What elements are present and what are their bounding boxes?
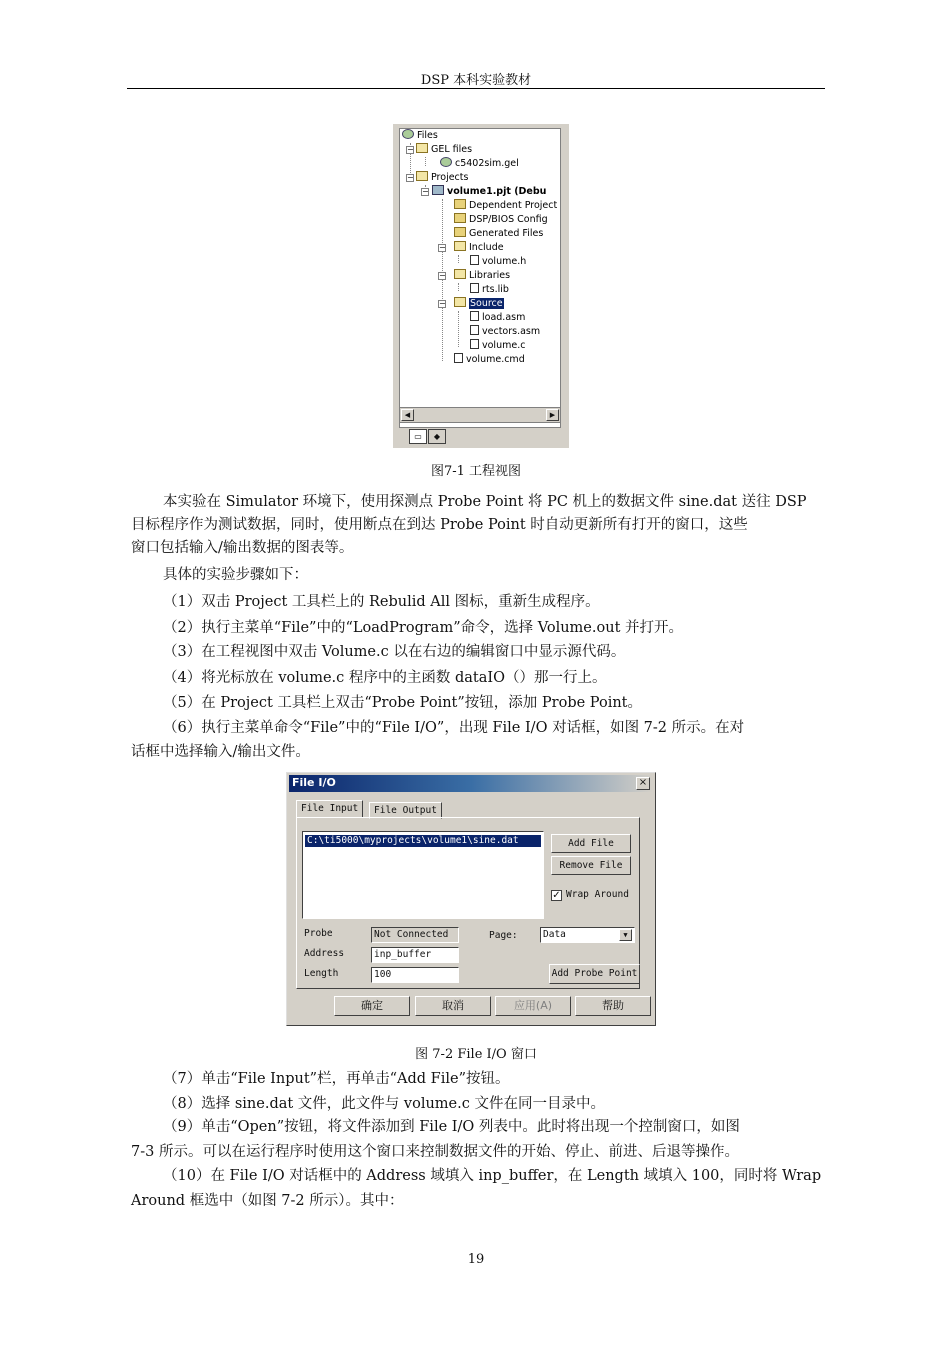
files-icon bbox=[402, 129, 414, 139]
page-select-value: Data bbox=[543, 929, 566, 940]
probe-status-field: Not Connected bbox=[371, 927, 459, 943]
collapse-icon[interactable]: − bbox=[422, 187, 429, 196]
chevron-down-icon[interactable]: ▼ bbox=[619, 929, 632, 941]
tree-node-rts-lib[interactable]: rts.lib bbox=[470, 283, 509, 297]
paragraph: （3）在工程视图中双击 Volume.c 以在右边的编辑窗口中显示源代码。 bbox=[163, 644, 626, 660]
running-header: DSP 本科实验教材 bbox=[420, 73, 532, 88]
dialog-title-bar bbox=[289, 775, 653, 792]
length-field[interactable]: 100 bbox=[371, 967, 459, 983]
source-file-icon bbox=[470, 325, 479, 335]
paragraph: 话框中选择输入/输出文件。 bbox=[131, 744, 310, 760]
folder-open-icon bbox=[454, 241, 466, 251]
project-tree bbox=[399, 128, 561, 428]
tree-node-include[interactable]: Include bbox=[454, 241, 504, 255]
source-file-icon bbox=[454, 353, 463, 363]
file-list[interactable] bbox=[302, 831, 544, 919]
collapse-icon[interactable]: − bbox=[407, 145, 414, 154]
source-file-icon bbox=[470, 339, 479, 349]
page-label: Page: bbox=[489, 930, 518, 941]
paragraph: （7）单击“File Input”栏，再单击“Add File”按钮。 bbox=[163, 1071, 510, 1087]
project-view-figure bbox=[393, 124, 569, 448]
tree-line bbox=[458, 255, 459, 263]
tree-node-vectors-asm[interactable]: vectors.asm bbox=[470, 325, 540, 339]
gel-file-icon bbox=[440, 157, 452, 167]
lib-file-icon bbox=[470, 283, 479, 293]
source-file-icon bbox=[470, 311, 479, 321]
figure1-caption: 图7-1 工程视图 bbox=[430, 464, 522, 479]
file-list-item[interactable]: C:\ti5000\myprojects\volume1\sine.dat bbox=[305, 835, 541, 847]
probe-label: Probe bbox=[304, 928, 333, 939]
tree-node-bios[interactable]: DSP/BIOS Config bbox=[454, 213, 548, 227]
bookmark-tab-icon[interactable]: ◆ bbox=[428, 429, 446, 444]
address-label: Address bbox=[304, 948, 345, 959]
header-file-icon bbox=[470, 255, 479, 265]
page-select[interactable] bbox=[540, 927, 635, 943]
paragraph: 窗口包括输入/输出数据的图表等。 bbox=[131, 540, 354, 556]
tree-node-gel-files[interactable]: GEL files bbox=[416, 143, 472, 157]
tab-file-input[interactable]: File Input bbox=[296, 800, 363, 818]
paragraph: （9）单击“Open”按钮，将文件添加到 File I/O 列表中。此时将出现一个控制窗口，如图 bbox=[163, 1119, 740, 1135]
cancel-button[interactable]: 取消 bbox=[415, 996, 491, 1016]
paragraph: （6）执行主菜单命令“File”中的“File I/O”，出现 File I/O 对话框，如图 7-2 所示。在对 bbox=[163, 720, 745, 736]
folder-icon bbox=[454, 213, 466, 223]
collapse-icon[interactable]: − bbox=[439, 243, 446, 252]
paragraph: （1）双击 Project 工具栏上的 Rebulid All 图标，重新生成程序。 bbox=[163, 594, 600, 610]
tree-node-gel-file[interactable]: c5402sim.gel bbox=[440, 157, 519, 171]
paragraph: 目标程序作为测试数据，同时，使用断点在到达 Probe Point 时自动更新所有打开的窗口，这些 bbox=[131, 517, 748, 533]
tree-node-libraries[interactable]: Libraries bbox=[454, 269, 510, 283]
tree-node-dependent[interactable]: Dependent Project bbox=[454, 199, 557, 213]
paragraph: 7-3 所示。可以在运行程序时使用这个窗口来控制数据文件的开始、停止、前进、后退等操作。 bbox=[131, 1144, 739, 1160]
paragraph: （4）将光标放在 volume.c 程序中的主函数 dataIO（）那一行上。 bbox=[163, 670, 607, 686]
close-icon[interactable]: × bbox=[636, 777, 650, 790]
paragraph: 本实验在 Simulator 环境下，使用探测点 Probe Point 将 PC 机上的数据文件 sine.dat 送往 DSP bbox=[163, 494, 807, 510]
help-button[interactable]: 帮助 bbox=[575, 996, 651, 1016]
folder-icon bbox=[416, 143, 428, 153]
tree-node-files[interactable]: Files bbox=[402, 129, 438, 143]
paragraph: Around 框选中（如图 7-2 所示）。其中： bbox=[131, 1193, 404, 1209]
add-probe-point-button[interactable]: Add Probe Point bbox=[549, 964, 640, 984]
tree-node-source[interactable]: Source bbox=[454, 297, 504, 311]
tree-node-volume-cmd[interactable]: volume.cmd bbox=[454, 353, 525, 367]
folder-icon bbox=[454, 199, 466, 209]
tree-node-load-asm[interactable]: load.asm bbox=[470, 311, 525, 325]
horizontal-scrollbar[interactable] bbox=[399, 407, 561, 423]
tree-line bbox=[458, 283, 459, 291]
scroll-left-icon[interactable]: ◀ bbox=[401, 409, 414, 421]
paragraph: （8）选择 sine.dat 文件，此文件与 volume.c 文件在同一目录中。 bbox=[163, 1096, 605, 1112]
paragraph: 具体的实验步骤如下： bbox=[163, 567, 308, 583]
collapse-icon[interactable]: − bbox=[407, 173, 414, 182]
tree-node-volume-h[interactable]: volume.h bbox=[470, 255, 526, 269]
header-rule bbox=[127, 88, 825, 89]
folder-icon bbox=[454, 227, 466, 237]
tree-node-projects[interactable]: Projects bbox=[416, 171, 468, 185]
folder-icon bbox=[416, 171, 428, 181]
paragraph: （2）执行主菜单“File”中的“LoadProgram”命令，选择 Volume.out 并打开。 bbox=[163, 620, 684, 636]
remove-file-button[interactable]: Remove File bbox=[551, 856, 631, 875]
scroll-right-icon[interactable]: ▶ bbox=[546, 409, 559, 421]
tree-node-generated[interactable]: Generated Files bbox=[454, 227, 543, 241]
collapse-icon[interactable]: − bbox=[439, 299, 446, 308]
tree-node-project[interactable]: volume1.pjt (Debu bbox=[432, 185, 546, 199]
wrap-around-label[interactable]: Wrap Around bbox=[566, 889, 629, 900]
folder-open-icon bbox=[454, 297, 466, 307]
tree-line bbox=[425, 157, 426, 166]
address-field[interactable]: inp_buffer bbox=[371, 947, 459, 963]
folder-open-icon bbox=[454, 269, 466, 279]
file-io-dialog bbox=[286, 772, 656, 1026]
figure2-caption: 图 7-2 File I/O 窗口 bbox=[415, 1047, 537, 1062]
tree-line bbox=[458, 311, 459, 347]
length-label: Length bbox=[304, 968, 339, 979]
tree-line bbox=[442, 199, 443, 361]
ok-button[interactable]: 确定 bbox=[334, 996, 410, 1016]
paragraph: （10）在 File I/O 对话框中的 Address 域填入 inp_buffer，在 Length 域填入 100，同时将 Wrap bbox=[163, 1168, 822, 1184]
tab-file-output[interactable]: File Output bbox=[369, 802, 442, 819]
dialog-title: File I/O bbox=[292, 776, 336, 789]
tree-node-volume-c[interactable]: volume.c bbox=[470, 339, 525, 353]
paragraph: （5）在 Project 工具栏上双击“Probe Point”按钮，添加 Probe Point。 bbox=[163, 695, 643, 711]
apply-button[interactable]: 应用(A) bbox=[495, 996, 571, 1016]
collapse-icon[interactable]: − bbox=[439, 271, 446, 280]
file-view-tab-icon[interactable]: ▭ bbox=[409, 429, 427, 444]
project-icon bbox=[432, 185, 444, 195]
add-file-button[interactable]: Add File bbox=[551, 834, 631, 853]
wrap-around-checkbox[interactable]: ✓ bbox=[552, 890, 561, 901]
page-number: 19 bbox=[467, 1252, 485, 1267]
